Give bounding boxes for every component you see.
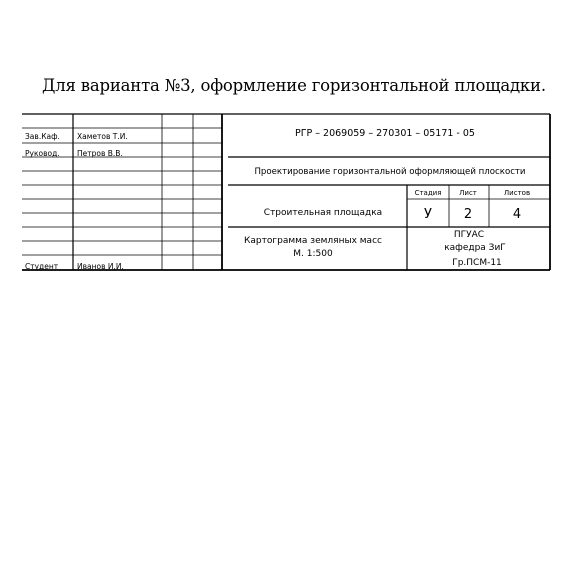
org-name: ПГУАС <box>453 230 485 240</box>
document-code: РГР – 2069059 – 270301 – 05171 - 05 <box>295 128 475 139</box>
role-label-supervisor: Руковод. <box>25 149 60 158</box>
project-title: Проектирование горизонтальной оформляющей плоскости <box>254 167 526 177</box>
object-name: Строительная площадка <box>263 208 383 218</box>
sheet-value: 2 <box>463 207 473 222</box>
drawing-scale: М. 1:500 <box>293 249 333 259</box>
stage-header: Стадия <box>414 189 442 197</box>
page-heading: Для варианта №3, оформление горизонтальной площадки. <box>42 76 546 95</box>
name-supervisor: Петров В.В. <box>77 149 123 158</box>
sheet-header: Лист <box>459 189 477 197</box>
org-group: Гр.ПСМ-11 <box>452 258 502 268</box>
stage-value: У <box>424 207 432 222</box>
org-department: кафедра ЗиГ <box>444 243 506 253</box>
name-head-of-dept: Хаметов Т.И. <box>77 132 128 141</box>
drawing-title: Картограмма земляных масс <box>244 236 382 246</box>
role-label-student: Студент <box>25 262 59 271</box>
sheets-value: 4 <box>512 207 522 222</box>
sheets-header: Листов <box>503 189 531 197</box>
name-student: Иванов И.И. <box>77 262 124 271</box>
role-label-head-of-dept: Зав.Каф. <box>25 132 60 141</box>
